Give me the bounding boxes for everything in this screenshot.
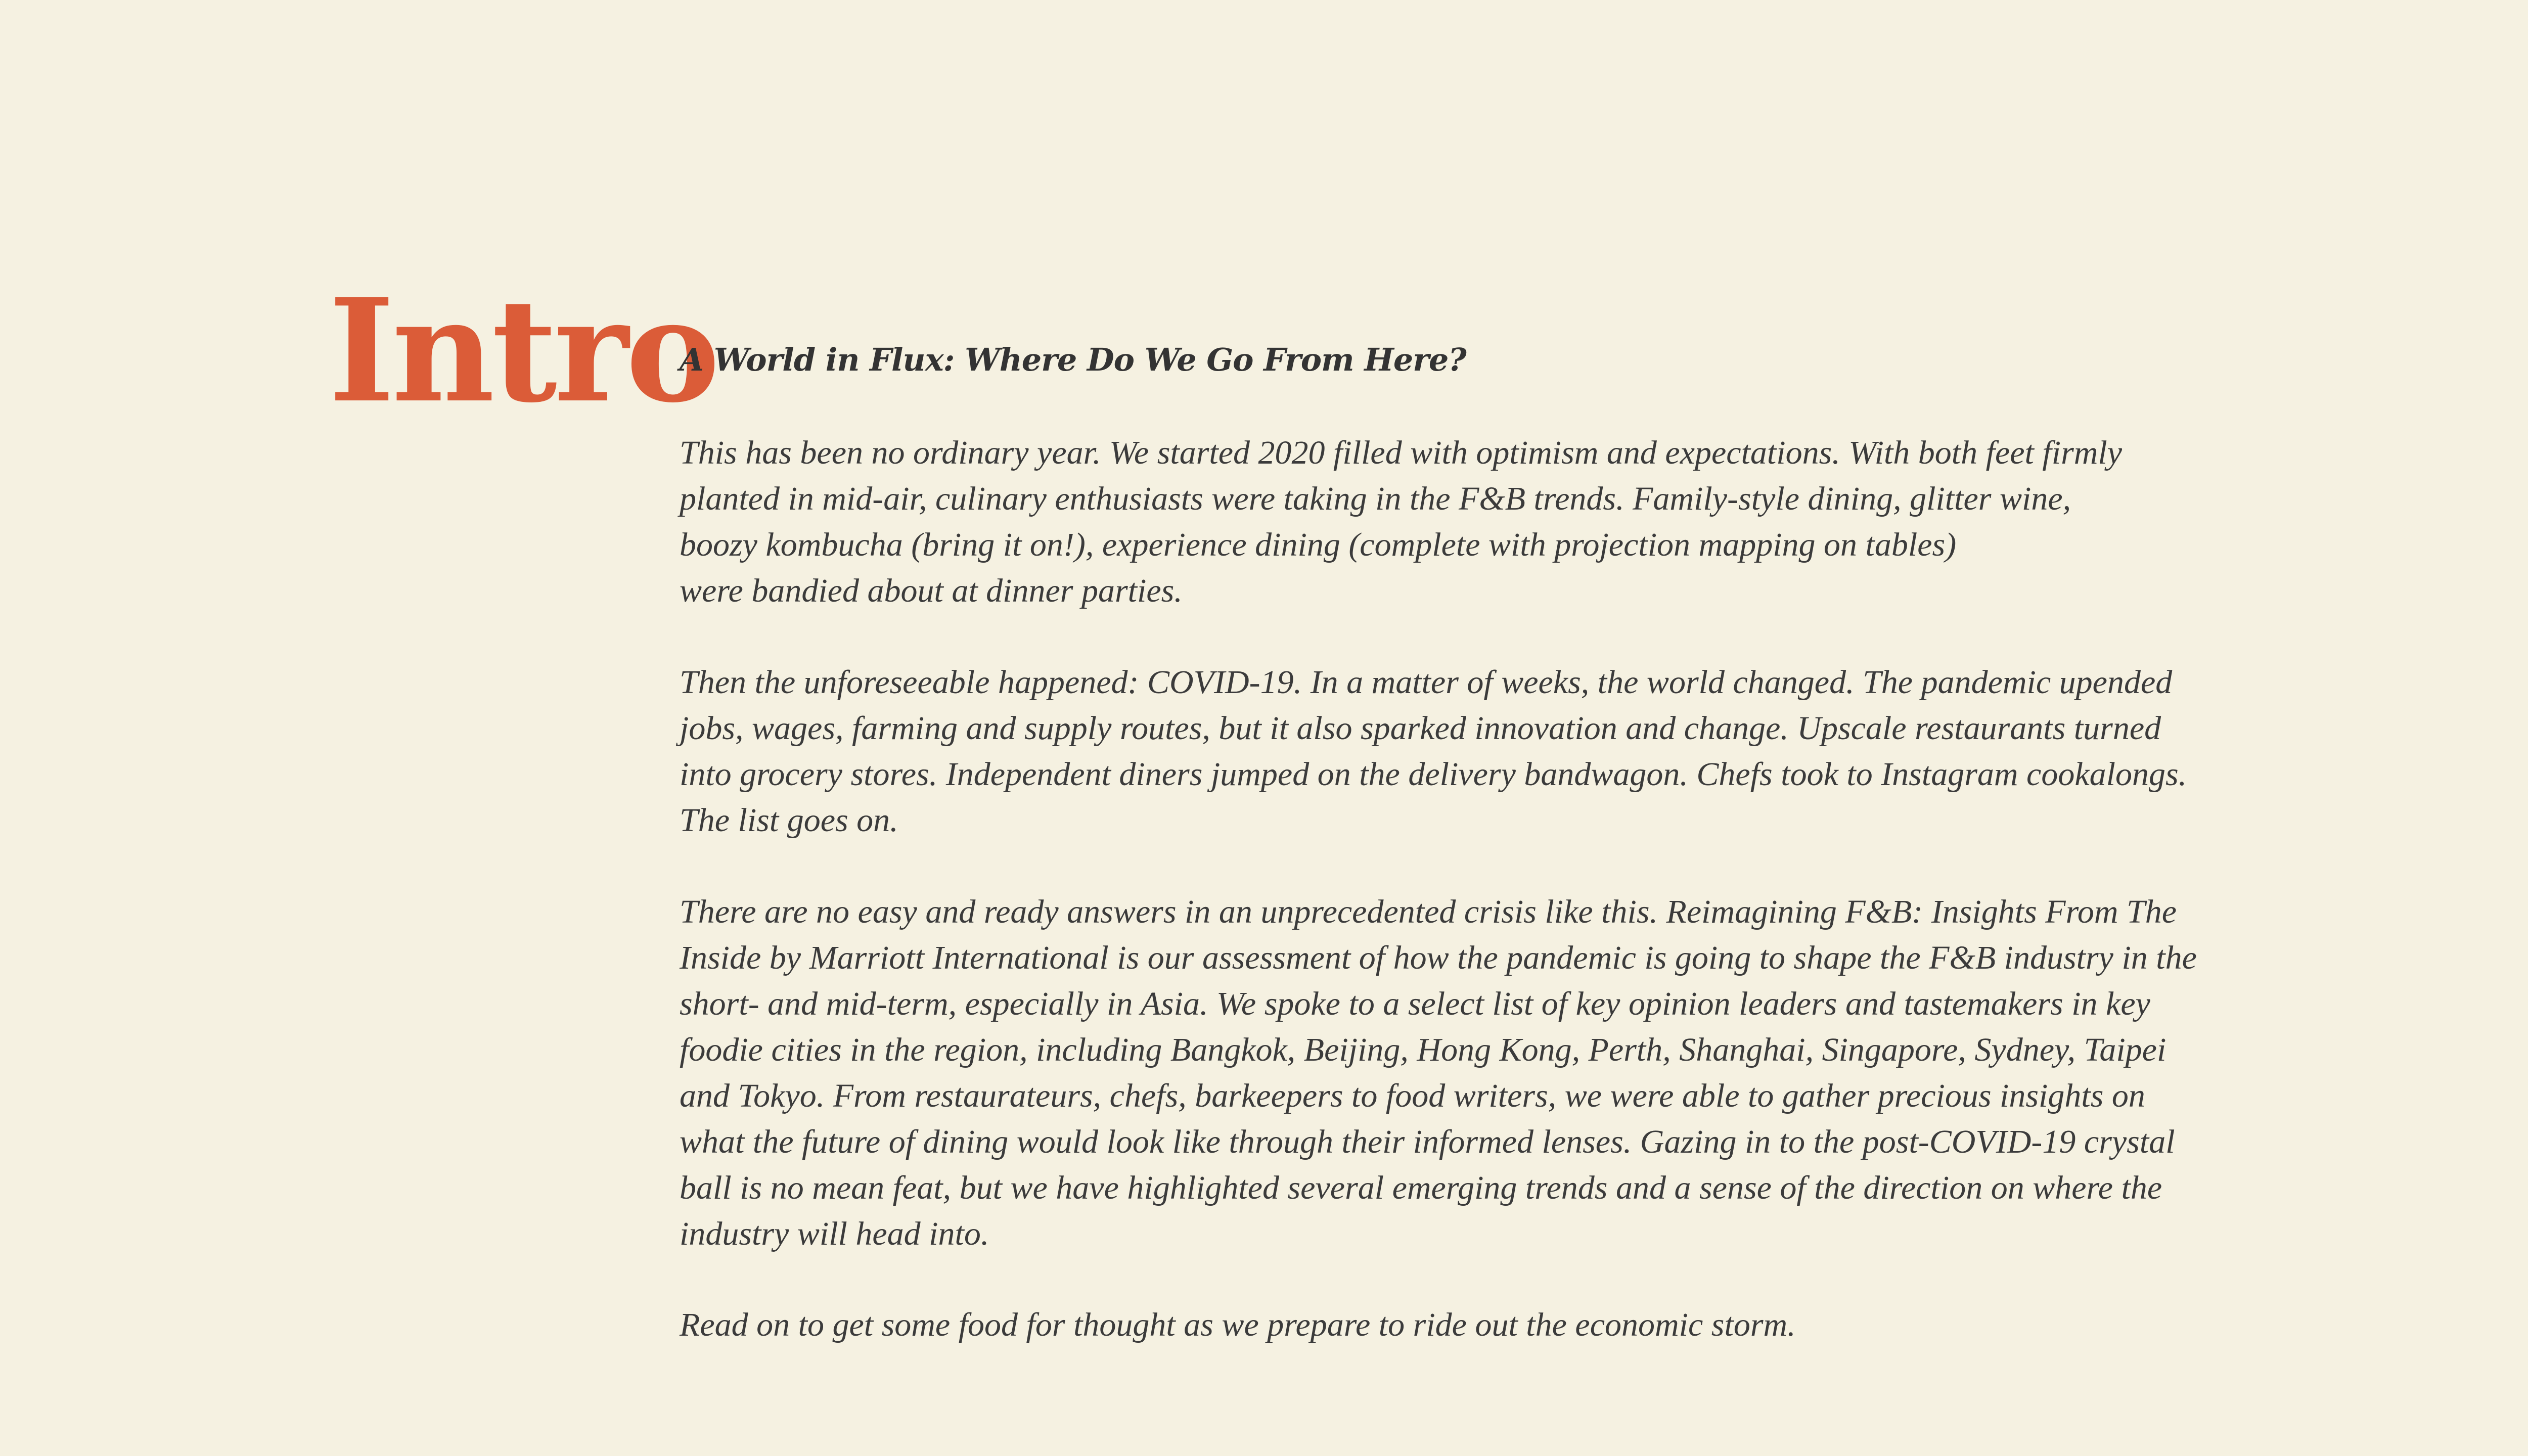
paragraph-line: jobs, wages, farming and supply routes, but it also sparked innovation and change. Upscale restaurants turned [680, 710, 2161, 747]
paragraph-line: industry will head into. [680, 1215, 989, 1252]
paragraph-2 [680, 659, 2187, 843]
paragraph-line: were bandied about at dinner parties. [680, 572, 1183, 609]
paragraph-line: Read on to get some food for thought as we prepare to ride out the economic storm. [680, 1306, 1796, 1343]
paragraph-line: what the future of dining would look like through their informed lenses. Gazing in to the post-COVID-19 crystal [680, 1123, 2175, 1160]
paragraph-4 [680, 1302, 1796, 1348]
paragraph-line: short- and mid-term, especially in Asia. We spoke to a select list of key opinion leaders and tastemakers in key [680, 985, 2150, 1022]
paragraph-3 [680, 889, 2197, 1257]
paragraph-line: planted in mid-air, culinary enthusiasts were taking in the F&B trends. Family-style dining, glitter wine, [680, 480, 2071, 517]
paragraph-line: There are no easy and ready answers in an unprecedented crisis like this. Reimagining F&B: Insights From The [680, 893, 2177, 930]
page-title: Intro [329, 268, 717, 434]
intro-content [680, 334, 2479, 1343]
paragraph-line: The list goes on. [680, 802, 898, 839]
paragraph-line: ball is no mean feat, but we have highlighted several emerging trends and a sense of the direction on where the [680, 1169, 2162, 1206]
paragraph-line: foodie cities in the region, including Bangkok, Beijing, Hong Kong, Perth, Shanghai, Singapore, Sydney, Taipei [680, 1031, 2166, 1068]
paragraph-line: Inside by Marriott International is our assessment of how the pandemic is going to shape the F&B industry in the [680, 939, 2197, 976]
section-subtitle: A World in Flux: Where Do We Go From Here? [680, 341, 1466, 378]
paragraph-line: This has been no ordinary year. We started 2020 filled with optimism and expectations. With both feet firmly [680, 434, 2123, 471]
paragraph-1 [680, 430, 2122, 614]
paragraph-line: Then the unforeseeable happened: COVID-19. In a matter of weeks, the world changed. The pandemic upended [680, 664, 2173, 701]
paragraph-line: into grocery stores. Independent diners jumped on the delivery bandwagon. Chefs took to Instagram cookalongs. [680, 756, 2187, 793]
paragraph-line: boozy kombucha (bring it on!), experience dining (complete with projection mapping on tables) [680, 526, 1957, 563]
paragraph-line: and Tokyo. From restaurateurs, chefs, barkeepers to food writers, we were able to gather precious insights on [680, 1077, 2145, 1114]
